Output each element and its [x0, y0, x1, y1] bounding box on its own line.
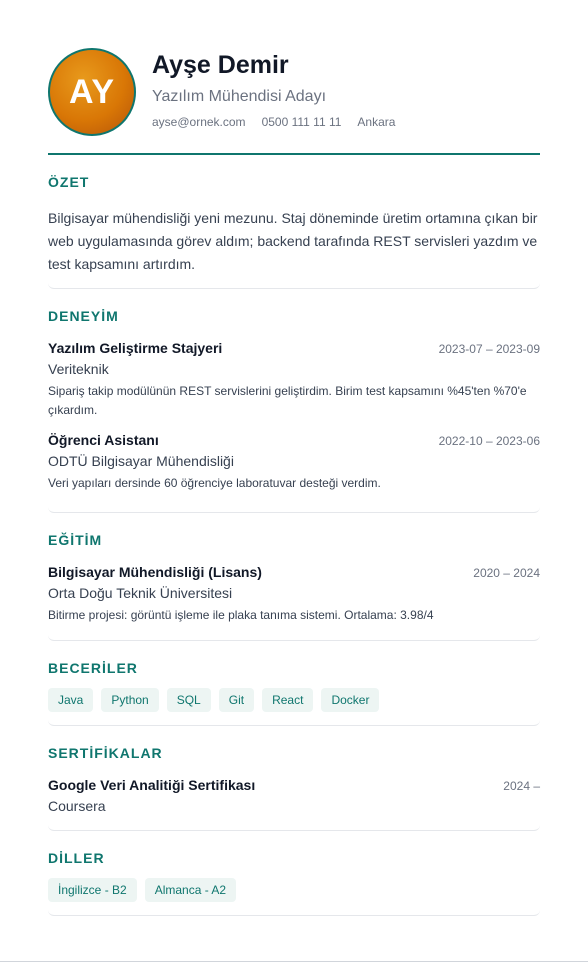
skill-chip: Git	[219, 688, 254, 712]
contact-line	[152, 115, 395, 129]
education-school: Orta Doğu Teknik Üniversitesi	[48, 585, 233, 601]
languages-section	[48, 831, 540, 916]
contact-phone: 0500 111 11 11	[261, 115, 342, 129]
skills-heading: BECERİLER	[48, 660, 138, 676]
contact-city: Ankara	[357, 115, 396, 129]
language-chip: İngilizce - B2	[48, 878, 137, 902]
skill-chip: Docker	[321, 688, 379, 712]
resume-page	[48, 48, 540, 916]
certificate-dates: 2024 –	[503, 779, 540, 793]
experience-title: Yazılım Geliştirme Stajyeri	[48, 340, 223, 356]
experience-title: Öğrenci Asistanı	[48, 432, 159, 448]
avatar	[48, 48, 136, 136]
summary-section	[48, 155, 540, 289]
skill-chip: React	[262, 688, 313, 712]
experience-org: ODTÜ Bilgisayar Mühendisliği	[48, 453, 234, 469]
certificates-heading: SERTİFİKALAR	[48, 745, 163, 761]
certificate-title: Google Veri Analitiği Sertifikası	[48, 777, 256, 793]
education-desc: Bitirme projesi: görüntü işleme ile plaka tanıma sistemi. Ortalama: 3.98/4	[48, 608, 434, 622]
education-item	[48, 564, 540, 625]
experience-section	[48, 289, 540, 513]
language-chip: Almanca - A2	[145, 878, 236, 902]
experience-dates: 2022-10 – 2023-06	[438, 434, 540, 448]
certificates-section	[48, 726, 540, 831]
resume-header	[48, 48, 540, 136]
summary-text: Bilgisayar mühendisliği yeni mezunu. Staj döneminde üretim ortamına çıkan bir web uygulamasında görev aldım; backend tarafında REST servisleri yazdım ve test kapsamını artırdım.	[48, 210, 538, 272]
experience-org: Veriteknik	[48, 361, 109, 377]
experience-item	[48, 340, 540, 420]
person-name: Ayşe Demir	[152, 51, 289, 79]
education-heading: EĞİTİM	[48, 532, 103, 548]
education-section	[48, 513, 540, 641]
skills-section	[48, 641, 540, 726]
skill-chip: SQL	[167, 688, 211, 712]
languages-list	[48, 878, 540, 902]
person-title: Yazılım Mühendisi Adayı	[152, 88, 327, 105]
certificate-item	[48, 777, 540, 815]
experience-heading: DENEYİM	[48, 308, 119, 324]
header-text	[152, 48, 395, 129]
languages-heading: DİLLER	[48, 850, 105, 866]
experience-desc: Sipariş takip modülünün REST servislerini geliştirdim. Birim test kapsamını %45'ten %70'e çıkardım.	[48, 384, 527, 417]
skills-list	[48, 688, 540, 712]
certificate-issuer: Coursera	[48, 798, 106, 814]
skill-chip: Java	[48, 688, 93, 712]
education-dates: 2020 – 2024	[473, 566, 540, 580]
summary-heading: ÖZET	[48, 174, 90, 190]
contact-email: ayse@ornek.com	[152, 115, 246, 129]
experience-item	[48, 432, 540, 493]
experience-desc: Veri yapıları dersinde 60 öğrenciye laboratuvar desteği verdim.	[48, 476, 381, 490]
page-bottom-divider	[0, 961, 588, 962]
education-title: Bilgisayar Mühendisliği (Lisans)	[48, 564, 262, 580]
experience-dates: 2023-07 – 2023-09	[438, 342, 540, 356]
skill-chip: Python	[101, 688, 158, 712]
avatar-initials: AY	[68, 72, 116, 111]
